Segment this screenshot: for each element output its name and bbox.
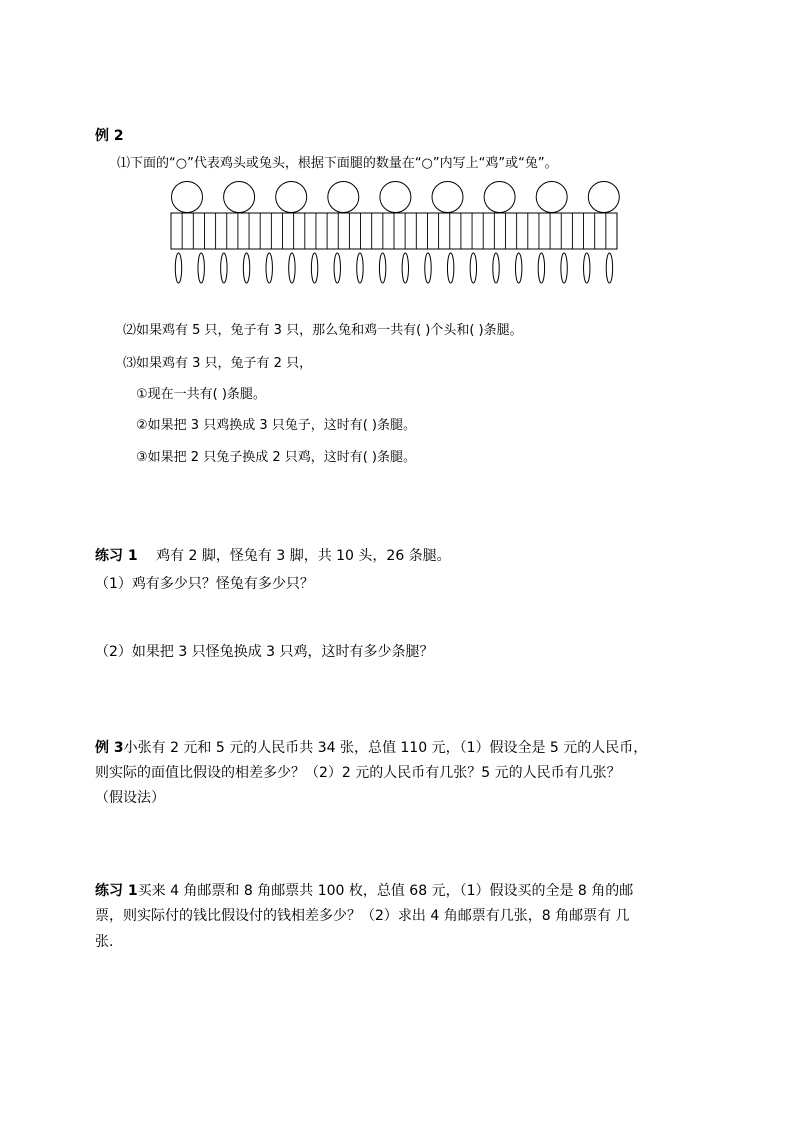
- leg-ellipse: [175, 253, 181, 283]
- head-circle: [380, 182, 411, 213]
- leg-ellipse: [425, 253, 431, 283]
- head-circle: [484, 182, 515, 213]
- head-circle: [536, 182, 567, 213]
- head-circle: [224, 182, 255, 213]
- legs-row: [175, 253, 612, 283]
- head-circle: [276, 182, 307, 213]
- leg-ellipse: [493, 253, 499, 283]
- leg-ellipse: [470, 253, 476, 283]
- practice-1b-line-3: 张.: [95, 934, 114, 950]
- example-2-q3-item-1: ①现在一共有( )条腿。: [136, 387, 266, 402]
- practice-1a-line: [95, 549, 451, 563]
- leg-ellipse: [357, 253, 363, 283]
- leg-ellipse: [221, 253, 227, 283]
- leg-ellipse: [584, 253, 590, 283]
- body-dividers: [182, 213, 606, 249]
- example-2-question-1: ⑴下面的“○”代表鸡头或兔头，根据下面腿的数量在“○”内写上“鸡”或“兔”。: [117, 156, 558, 171]
- example-2-question-3: ⑶如果鸡有 3 只，兔子有 2 只，: [123, 356, 313, 371]
- practice-1b-line-2: 票，则实际付的钱比假设付的钱相差多少？（2）求出 4 角邮票有几张，8 角邮票有 几: [95, 908, 630, 924]
- example-3-line-1: [95, 741, 647, 755]
- leg-ellipse: [516, 253, 522, 283]
- leg-ellipse: [379, 253, 385, 283]
- example-2-q3-item-3: ③如果把 2 只兔子换成 2 只鸡，这时有( )条腿。: [136, 450, 417, 465]
- leg-ellipse: [561, 253, 567, 283]
- example-2-question-2: ⑵如果鸡有 5 只，兔子有 3 只，那么兔和鸡一共有( )个头和( )条腿。: [123, 323, 523, 338]
- head-circle: [432, 182, 463, 213]
- practice-1a-question-1: （1）鸡有多少只？怪兔有多少只？: [95, 576, 314, 592]
- leg-ellipse: [243, 253, 249, 283]
- example-3-line-3: （假设法）: [95, 790, 165, 806]
- practice-1a-question-2: （2）如果把 3 只怪兔换成 3 只鸡，这时有多少条腿？: [95, 644, 434, 660]
- leg-ellipse: [311, 253, 317, 283]
- example-3-text-1: 小张有 2 元和 5 元的人民币共 34 张，总值 110 元，（1）假设全是 5 元的人民币，: [123, 740, 648, 756]
- example-2-q3-item-2: ②如果把 3 只鸡换成 3 只兔子，这时有( )条腿。: [136, 418, 417, 433]
- leg-ellipse: [606, 253, 612, 283]
- heads-row: [172, 182, 620, 213]
- leg-ellipse: [198, 253, 204, 283]
- practice-1b-line-1: [95, 884, 633, 898]
- head-circle: [588, 182, 619, 213]
- practice-1a-text: 鸡有 2 脚，怪兔有 3 脚，共 10 头，26 条腿。: [156, 548, 451, 564]
- leg-ellipse: [447, 253, 453, 283]
- leg-ellipse: [334, 253, 340, 283]
- practice-1b-text-1: 买来 4 角邮票和 8 角邮票共 100 枚，总值 68 元，（1）假设买的全是 8 角的邮: [137, 883, 634, 899]
- head-circle: [172, 182, 203, 213]
- leg-ellipse: [266, 253, 272, 283]
- practice-1a-label: 练习 1: [95, 548, 138, 564]
- practice-1b-label: 练习 1: [95, 883, 138, 899]
- leg-ellipse: [289, 253, 295, 283]
- leg-ellipse: [538, 253, 544, 283]
- example-3-label: 例 3: [95, 740, 124, 756]
- example-2-title: 例 2: [95, 128, 124, 144]
- head-circle: [328, 182, 359, 213]
- leg-ellipse: [402, 253, 408, 283]
- example-3-line-2: 则实际的面值比假设的相差多少？（2）2 元的人民币有几张？5 元的人民币有几张？: [95, 765, 621, 781]
